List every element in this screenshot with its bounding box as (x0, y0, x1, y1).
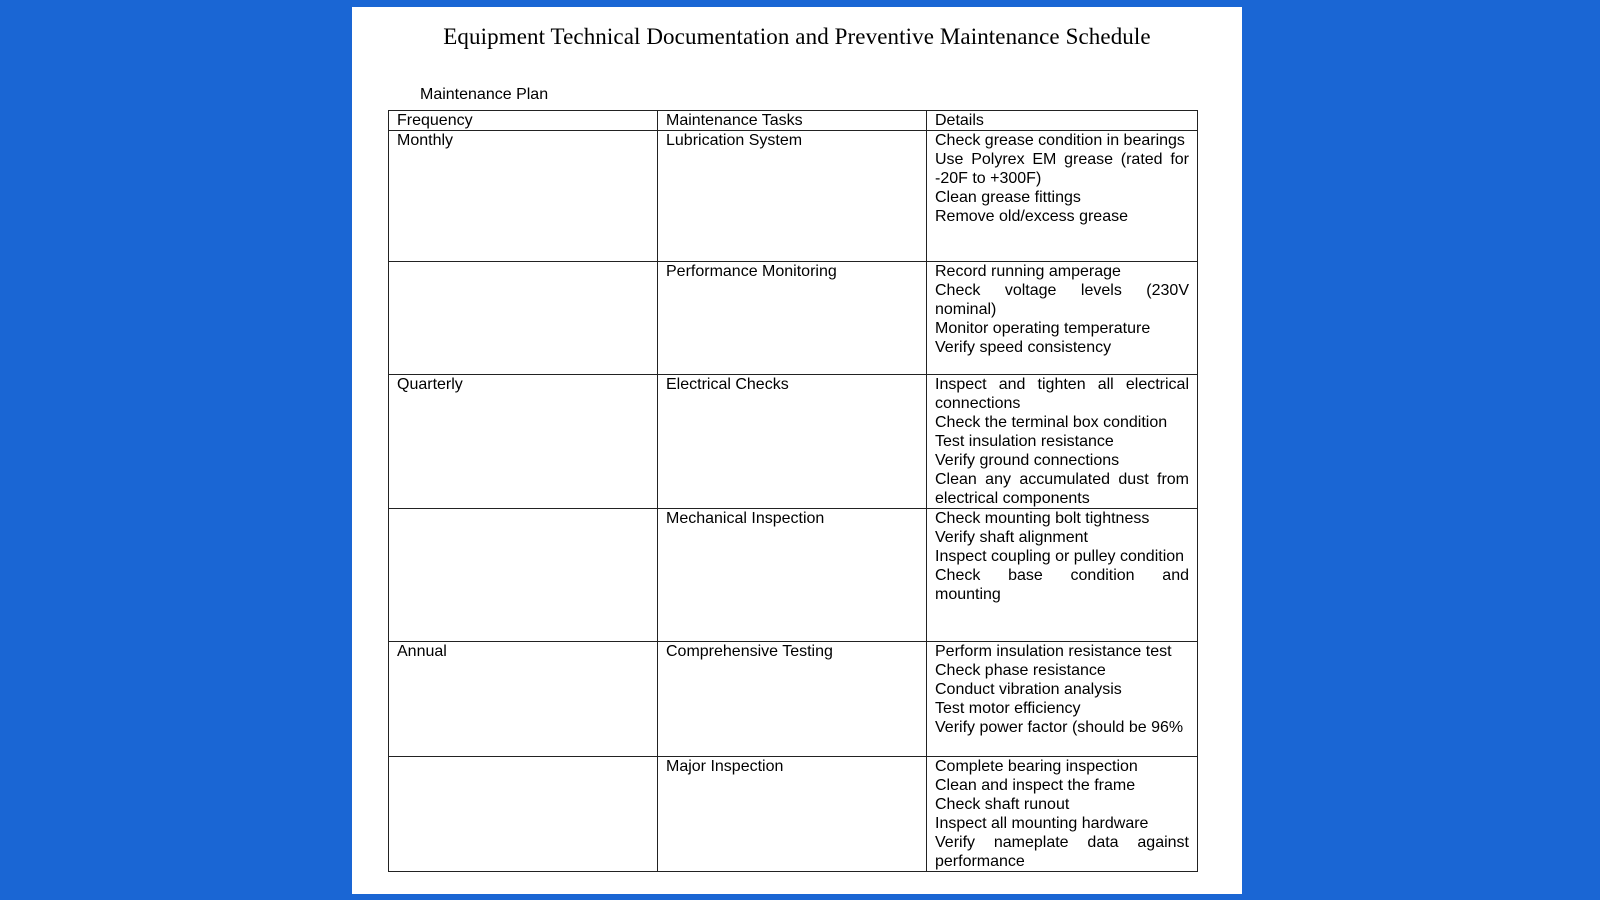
details-cell (927, 757, 1198, 872)
detail-line: Conduct vibration analysis (935, 681, 1122, 698)
detail-line: Clean and inspect the frame (935, 777, 1136, 794)
detail-line: Inspect all mounting hardware (935, 815, 1149, 832)
table-row (389, 262, 1198, 375)
task-cell: Major Inspection (658, 757, 927, 872)
detail-line: Clean grease fittings (935, 189, 1081, 206)
task-cell: Lubrication System (658, 131, 927, 262)
detail-line: Test motor efficiency (935, 700, 1081, 717)
detail-line: Remove old/excess grease (935, 208, 1128, 225)
frequency-cell: Quarterly (389, 375, 658, 509)
frequency-cell: Monthly (389, 131, 658, 262)
detail-line: Test insulation resistance (935, 433, 1114, 450)
detail-line: Check grease condition in bearings (935, 132, 1185, 149)
detail-line: Monitor operating temperature (935, 320, 1151, 337)
table-row (389, 131, 1198, 262)
detail-line: Verify speed consistency (935, 339, 1112, 356)
details-cell (927, 509, 1198, 642)
task-cell: Electrical Checks (658, 375, 927, 509)
detail-line: Inspect and tighten all electrical connections (935, 376, 1189, 412)
frequency-cell: Annual (389, 642, 658, 757)
detail-line: Verify nameplate data against performance (935, 834, 1189, 870)
details-cell (927, 642, 1198, 757)
task-cell: Comprehensive Testing (658, 642, 927, 757)
details-cell (927, 262, 1198, 375)
task-cell: Performance Monitoring (658, 262, 927, 375)
section-label: Maintenance Plan (420, 86, 549, 103)
detail-line: Check the terminal box condition (935, 414, 1168, 431)
header-frequency: Frequency (389, 111, 658, 131)
table-row (389, 509, 1198, 642)
detail-line: Use Polyrex EM grease (rated for -20F to +300F) (935, 151, 1189, 187)
detail-line: Perform insulation resistance test (935, 643, 1172, 660)
detail-line: Check phase resistance (935, 662, 1106, 679)
detail-line: Check mounting bolt tightness (935, 510, 1150, 527)
task-cell: Mechanical Inspection (658, 509, 927, 642)
detail-line: Record running amperage (935, 263, 1121, 280)
details-cell (927, 375, 1198, 509)
detail-line: Check base condition and mounting (935, 567, 1189, 603)
detail-line: Check shaft runout (935, 796, 1070, 813)
header-maintenance-tasks: Maintenance Tasks (658, 111, 927, 131)
table-row (389, 375, 1198, 509)
table-row (389, 642, 1198, 757)
detail-line: Verify ground connections (935, 452, 1120, 469)
detail-line: Complete bearing inspection (935, 758, 1138, 775)
frequency-cell (389, 509, 658, 642)
detail-line: Verify shaft alignment (935, 529, 1088, 546)
detail-line: Clean any accumulated dust from electrical components (935, 471, 1189, 507)
detail-line: Verify power factor (should be 96% (935, 719, 1184, 736)
detail-line: Inspect coupling or pulley condition (935, 548, 1185, 565)
table-row (389, 757, 1198, 872)
frequency-cell (389, 757, 658, 872)
header-details: Details (927, 111, 1198, 131)
details-cell (927, 131, 1198, 262)
document-page (352, 7, 1242, 894)
maintenance-plan-table (388, 110, 1198, 872)
detail-line: Check voltage levels (230V nominal) (935, 282, 1189, 318)
frequency-cell (389, 262, 658, 375)
document-title: Equipment Technical Documentation and Preventive Maintenance Schedule (443, 24, 1151, 49)
table-header-row (389, 111, 1198, 131)
